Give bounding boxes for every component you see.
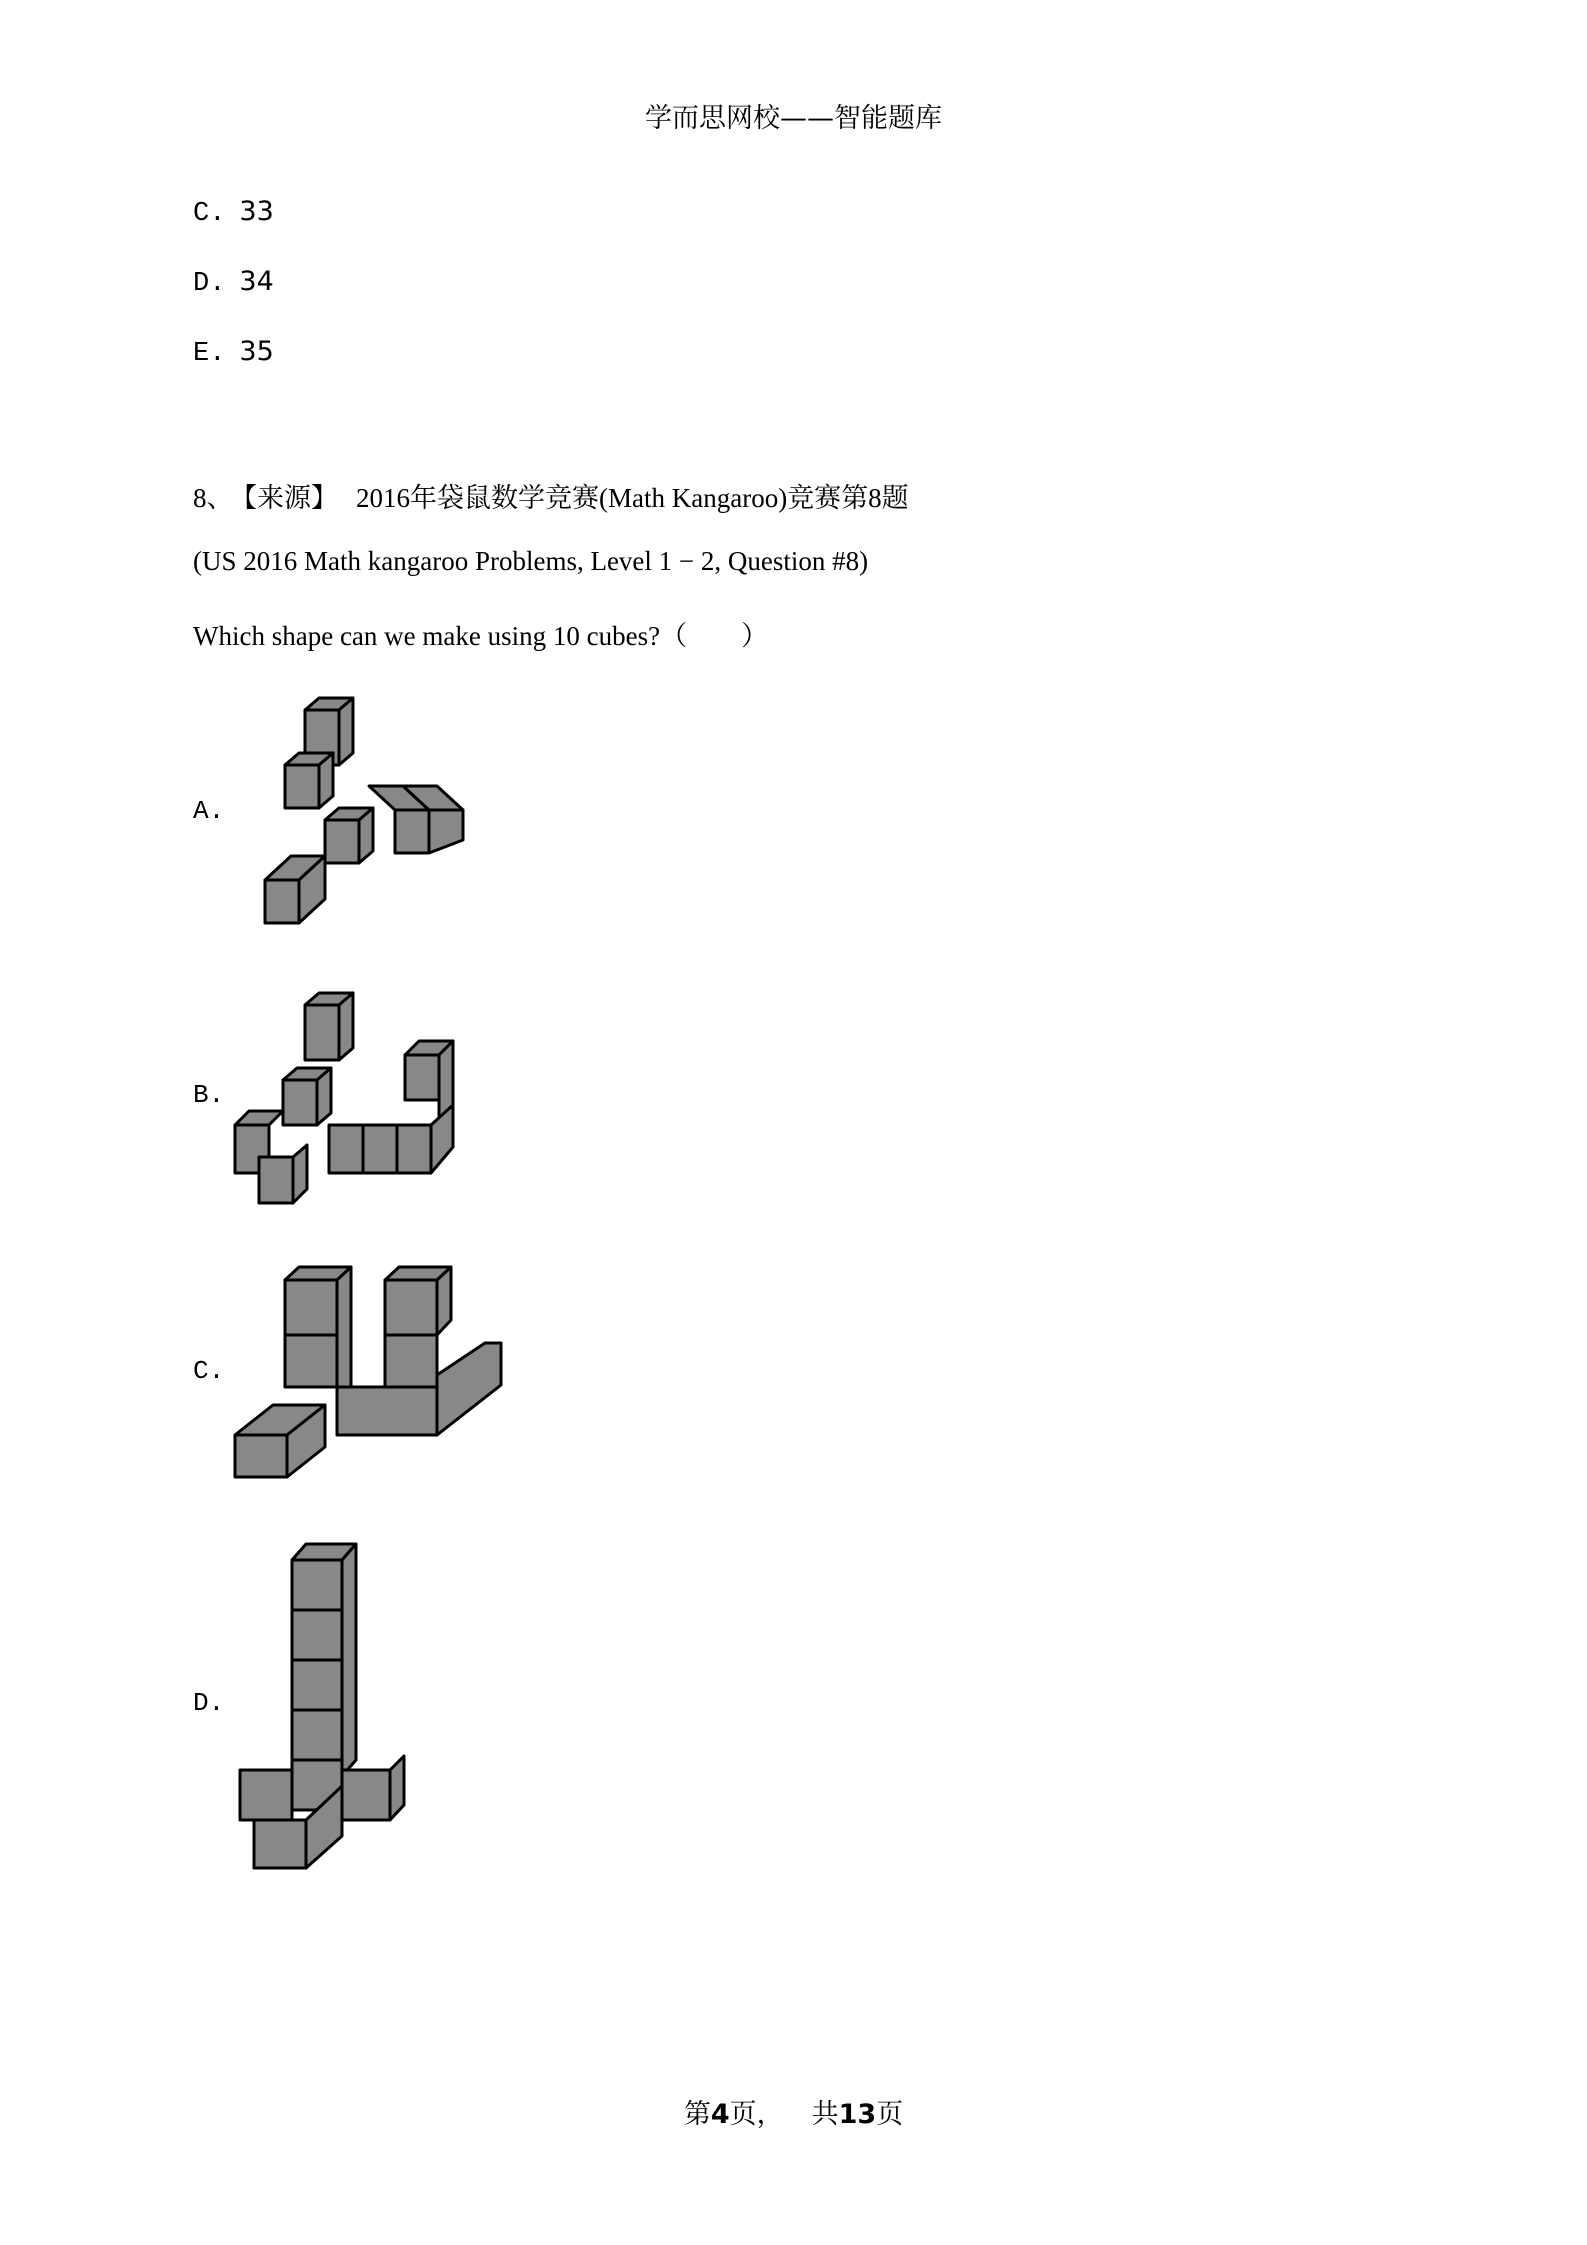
- option-e-prev: [193, 336, 274, 369]
- option-d-prev: [193, 266, 274, 299]
- question-source-line: [193, 476, 909, 515]
- choice-d-figure: [230, 1530, 450, 1870]
- choice-d-label: D.: [193, 1688, 225, 1718]
- option-letter: E.: [193, 339, 226, 369]
- option-c-prev: [193, 196, 274, 229]
- option-letter: D.: [193, 269, 226, 299]
- page-header: 学而思网校——智能题库: [645, 103, 942, 134]
- question-prompt: Which shape can we make using 10 cubes?（ ）: [193, 621, 769, 651]
- page-footer: [0, 2092, 1587, 2131]
- cube-shape-d: [230, 1530, 450, 1870]
- footer-total-prefix: 共: [811, 2099, 839, 2130]
- footer-suffix: 页: [876, 2099, 904, 2130]
- choice-c-figure: [225, 1255, 515, 1495]
- question-number: 8、: [193, 483, 234, 513]
- footer-mid: 页，: [729, 2099, 784, 2130]
- source-tag: 【来源】: [243, 483, 338, 513]
- total-pages: 13: [838, 2099, 877, 2130]
- choice-b-label: B.: [193, 1080, 225, 1110]
- choice-c-label: C.: [193, 1356, 225, 1386]
- option-letter: C.: [193, 199, 226, 229]
- choice-a-label: A.: [193, 796, 225, 826]
- source-text: 2016年袋鼠数学竞赛(Math Kangaroo)竞赛第8题: [356, 483, 909, 513]
- option-value: 33: [239, 196, 274, 227]
- option-value: 35: [239, 336, 274, 367]
- cube-shape-a: [225, 690, 485, 940]
- footer-prefix: 第: [683, 2099, 711, 2130]
- cube-shape-b: [225, 975, 485, 1215]
- current-page: 4: [710, 2099, 730, 2130]
- cube-shape-c: [225, 1255, 515, 1495]
- choice-a-figure: [225, 690, 485, 940]
- choice-b-figure: [225, 975, 485, 1215]
- question-subtitle: (US 2016 Math kangaroo Problems, Level 1 − 2, Question #8): [193, 546, 869, 576]
- option-value: 34: [239, 266, 274, 297]
